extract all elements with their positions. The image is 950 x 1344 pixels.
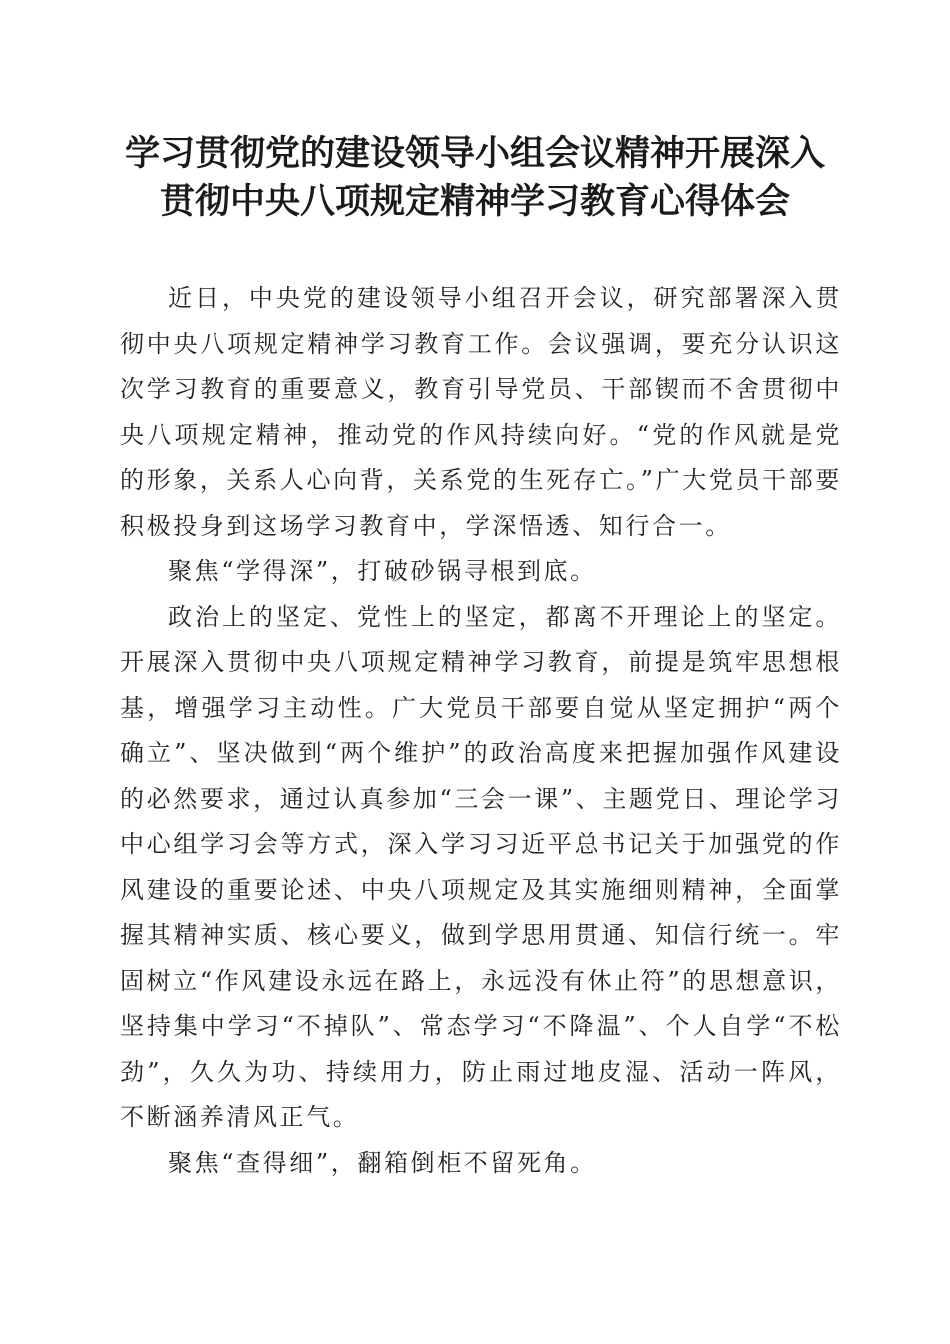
document-body bbox=[120, 276, 842, 1186]
title-line-1: 学习贯彻党的建设领导小组会议精神开展深入 bbox=[124, 133, 825, 174]
paragraph-intro: 近日，中央党的建设领导小组召开会议，研究部署深入贯彻中央八项规定精神学习教育工作。会议强调，要充分认识这次学习教育的重要意义，教育引导党员、干部锲而不舍贯彻中央八项规定精神，推动党的作风持续向好。“党的作风就是党的形象，关系人心向背，关系党的生死存亡。”广大党员干部要积极投身到这场学习教育中，学深悟透、知行合一。 bbox=[120, 284, 842, 540]
document-title bbox=[100, 130, 850, 226]
paragraph-study-deep: 政治上的坚定、党性上的坚定，都离不开理论上的坚定。开展深入贯彻中央八项规定精神学习教育，前提是筑牢思想根基，增强学习主动性。广大党员干部要自觉从坚定拥护“两个确立”、坚决做到“两个维护”的政治高度来把握加强作风建设的必然要求，通过认真参加“三会一课”、主题党日、理论学习中心组学习会等方式，深入学习习近平总书记关于加强党的作风建设的重要论述、中央八项规定及其实施细则精神，全面掌握其精神实质、核心要义，做到学思用贯通、知信行统一。牢固树立“作风建设永远在路上，永远没有休止符”的思想意识，坚持集中学习“不掉队”、常态学习“不降温”、个人自学“不松劲”，久久为功、持续用力，防止雨过地皮湿、活动一阵风，不断涵养清风正气。 bbox=[120, 602, 842, 1131]
section-heading-study-deep: 聚焦“学得深”，打破砂锅寻根到底。 bbox=[168, 557, 597, 585]
title-line-2: 贯彻中央八项规定精神学习教育心得体会 bbox=[159, 181, 790, 222]
section-heading-check-detail: 聚焦“查得细”，翻箱倒柜不留死角。 bbox=[168, 1148, 597, 1177]
